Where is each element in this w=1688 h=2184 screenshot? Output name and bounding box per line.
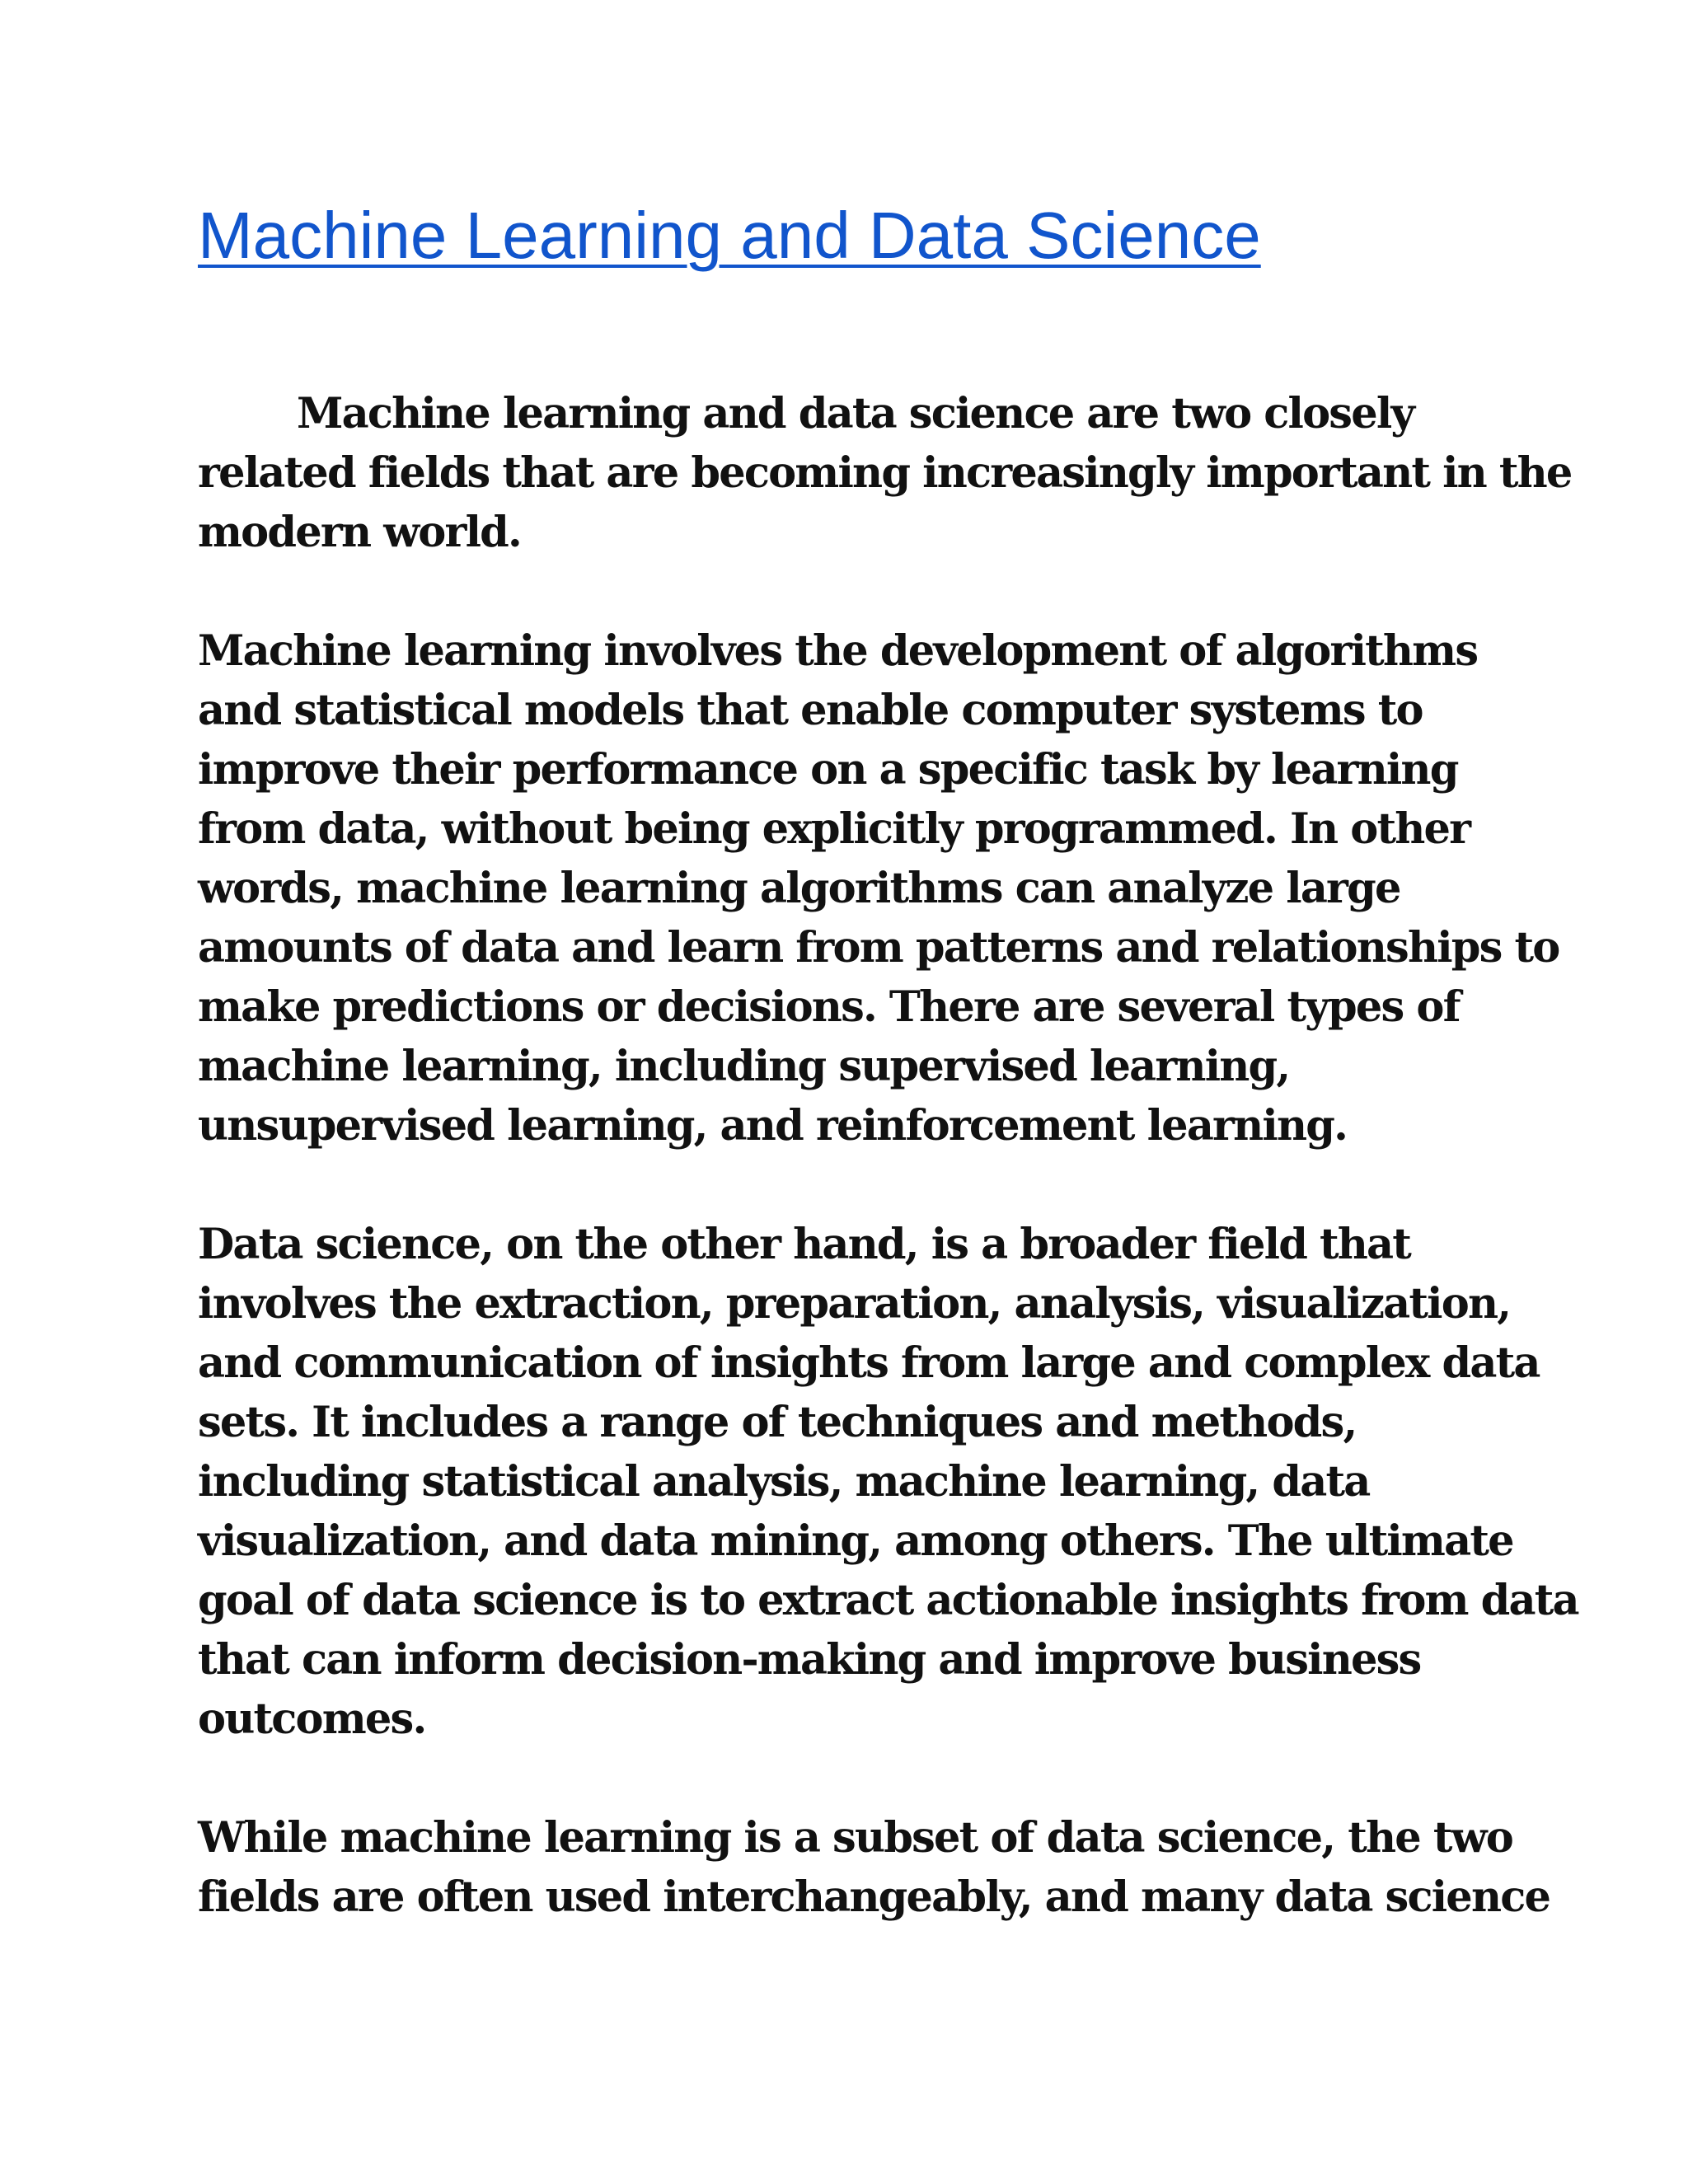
paragraph-line: involves the extraction, preparation, analysis, visualization, [198,1279,1511,1329]
paragraph-line: outcomes. [198,1694,426,1744]
paragraph-line: Machine learning and data science are two closely [297,389,1414,438]
paragraph-line: related fields that are becoming increasingly important in the [198,448,1572,498]
paragraph-data-science [198,1215,1578,1749]
paragraph-line: including statistical analysis, machine learning, data [198,1457,1370,1507]
paragraph-machine-learning [198,621,1559,1155]
paragraph-line: machine learning, including supervised learning, [198,1042,1290,1091]
paragraph-line: make predictions or decisions. There are several types of [198,982,1460,1032]
paragraph-line: modern world. [198,508,521,557]
paragraph-line: visualization, and data mining, among others. The ultimate [198,1516,1513,1566]
paragraph-line: goal of data science is to extract actionable insights from data [198,1576,1578,1625]
paragraph-introduction [198,384,1572,562]
paragraph-line: Machine learning involves the development of algorithms [198,626,1478,676]
paragraph-line: from data, without being explicitly programmed. In other [198,804,1470,854]
paragraph-line: that can inform decision-making and improve business [198,1635,1421,1685]
paragraph-line: unsupervised learning, and reinforcement learning. [198,1101,1348,1151]
paragraph-line: improve their performance on a specific task by learning [198,745,1458,794]
paragraph-line: amounts of data and learn from patterns and relationships to [198,923,1559,972]
paragraph-relationship [198,1808,1550,1927]
paragraph-line: fields are often used interchangeably, and many data science [198,1872,1550,1922]
paragraph-line: and communication of insights from large and complex data [198,1338,1540,1388]
paragraph-line: While machine learning is a subset of data science, the two [198,1813,1512,1863]
paragraph-line: and statistical models that enable computer systems to [198,686,1423,735]
paragraph-line: Data science, on the other hand, is a broader field that [198,1220,1411,1269]
paragraph-line: words, machine learning algorithms can analyze large [198,864,1400,913]
paragraph-line: sets. It includes a range of techniques and methods, [198,1398,1357,1447]
document-title-link[interactable]: Machine Learning and Data Science [198,199,1261,272]
